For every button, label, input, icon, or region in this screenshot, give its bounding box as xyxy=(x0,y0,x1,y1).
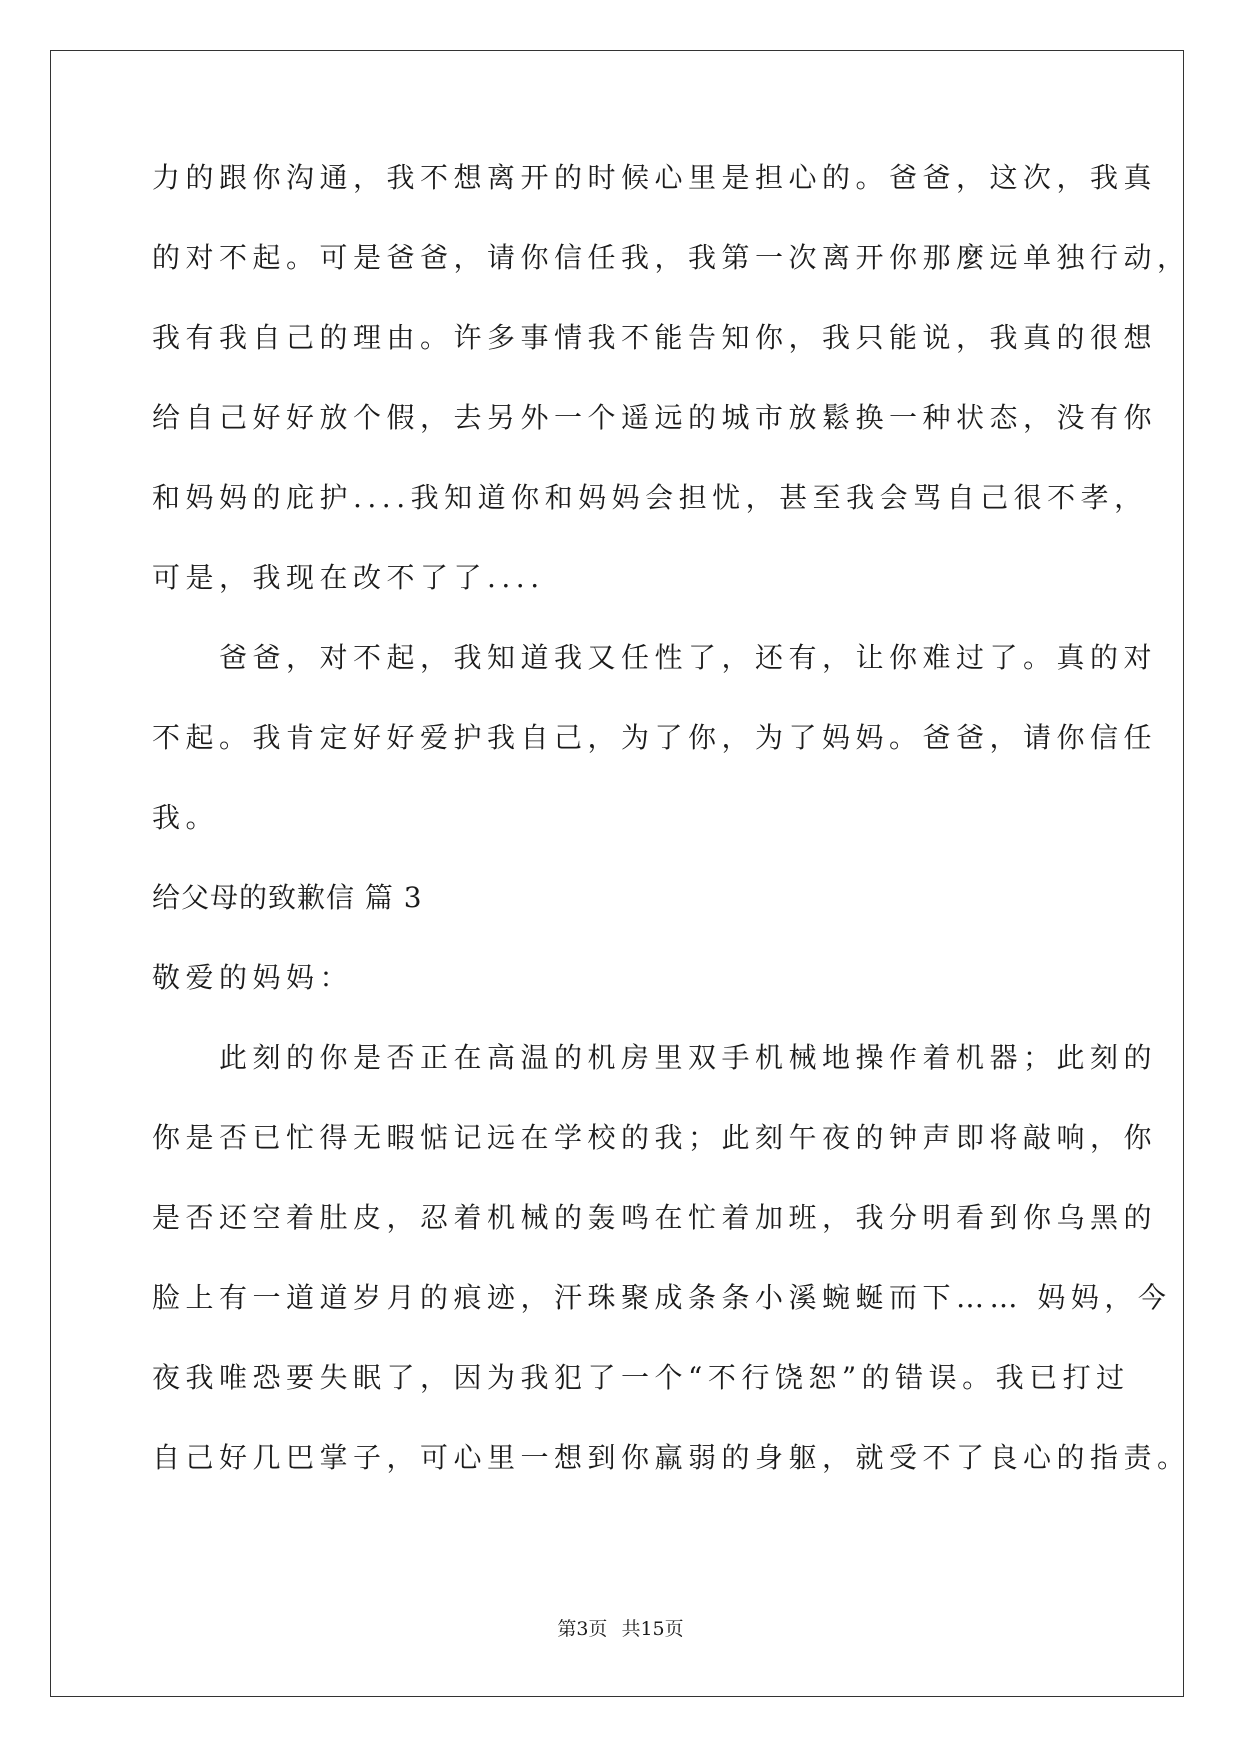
text-line: 的对不起。可是爸爸，请你信任我，我第一次离开你那麼远单独行动， xyxy=(152,241,1191,274)
text-line: 我有我自己的理由。许多事情我不能告知你，我只能说，我真的很想 xyxy=(152,321,1158,354)
text-line: 爸爸，对不起，我知道我又任性了，还有，让你难过了。真的对 xyxy=(152,641,1158,674)
text-line: 自己好几巴掌子，可心里一想到你羸弱的身躯，就受不了良心的指责。 xyxy=(152,1441,1191,1474)
text-line: 给自己好好放个假，去另外一个遥远的城市放鬆换一种状态，没有你 xyxy=(152,401,1158,434)
text-line: 力的跟你沟通，我不想离开的时候心里是担心的。爸爸，这次，我真 xyxy=(152,161,1158,194)
section-heading: 给父母的致歉信 篇 3 xyxy=(152,881,423,914)
text-line: 是否还空着肚皮，忍着机械的轰鸣在忙着加班，我分明看到你乌黑的 xyxy=(152,1201,1158,1234)
text-line: 不起。我肯定好好爱护我自己，为了你，为了妈妈。爸爸，请你信任 xyxy=(152,721,1158,754)
page-footer xyxy=(0,1614,1241,1641)
text-line: 夜我唯恐要失眠了，因为我犯了一个“不行饶恕”的错误。我已打过 xyxy=(152,1361,1130,1394)
text-line: 可是，我现在改不了了.... xyxy=(152,561,545,594)
text-line: 脸上有一道道岁月的痕迹，汗珠聚成条条小溪蜿蜒而下…… 妈妈，今 xyxy=(152,1281,1172,1314)
page-number: 第3页 xyxy=(557,1618,608,1640)
salutation: 敬爱的妈妈： xyxy=(152,961,354,994)
document-body xyxy=(152,161,1191,1522)
text-line: 和妈妈的庇护....我知道你和妈妈会担忧，甚至我会骂自己很不孝， xyxy=(152,481,1148,514)
text-line: 我。 xyxy=(152,801,220,834)
text-line: 此刻的你是否正在高温的机房里双手机械地操作着机器；此刻的 xyxy=(152,1041,1158,1074)
page-total: 共15页 xyxy=(621,1618,684,1640)
text-line: 你是否已忙得无暇惦记远在学校的我；此刻午夜的钟声即将敲响，你 xyxy=(152,1121,1158,1154)
